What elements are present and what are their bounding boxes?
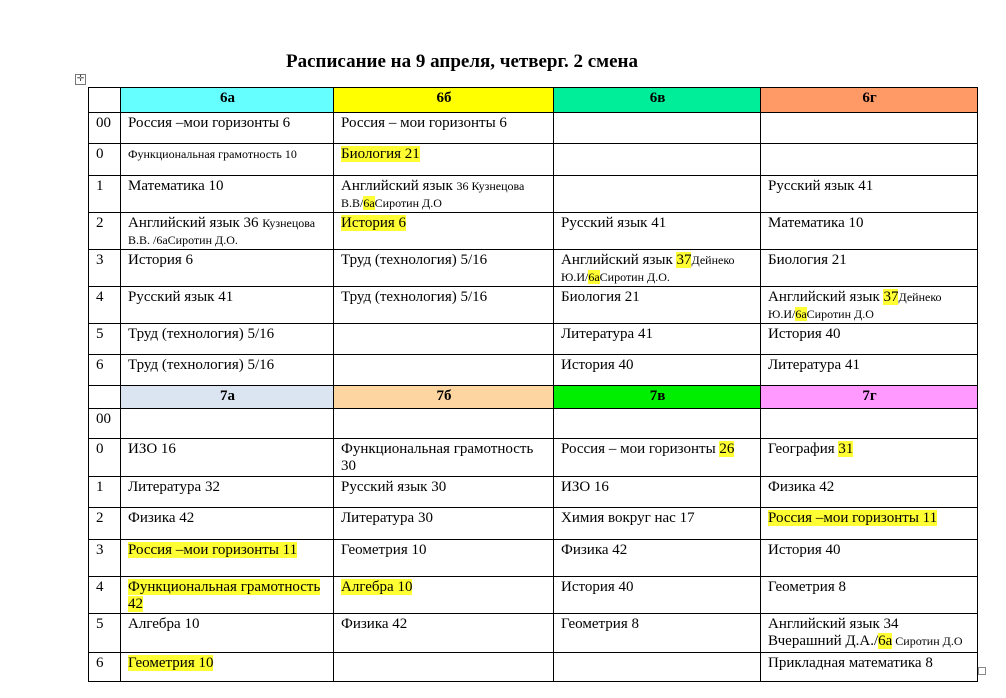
lesson-cell [554, 477, 761, 508]
lesson-cell [121, 287, 334, 324]
highlighted-text: 6а [795, 307, 807, 321]
lesson-row [89, 577, 978, 614]
lesson-cell [121, 355, 334, 386]
highlighted-text: Россия –мои горизонты 11 [128, 542, 298, 558]
lesson-cell [761, 614, 978, 653]
highlighted-text: 31 [838, 441, 854, 457]
lesson-cell [334, 250, 554, 287]
lesson-row [89, 324, 978, 355]
lesson-text: Физика 42 [768, 479, 835, 495]
lesson-cell [121, 439, 334, 477]
lesson-cell [121, 144, 334, 176]
lesson-cell [334, 144, 554, 176]
lesson-text: Алгебра 10 [128, 616, 200, 632]
lesson-number: 2 [89, 508, 121, 540]
lesson-number: 00 [89, 113, 121, 144]
lesson-cell [334, 324, 554, 355]
lesson-text: Геометрия 10 [341, 542, 427, 558]
lesson-cell [554, 355, 761, 386]
lesson-number: 1 [89, 477, 121, 508]
highlighted-text: 6а [588, 270, 600, 284]
lesson-text: Труд (технология) 5/16 [341, 252, 488, 268]
lesson-text: Функциональная грамотность 10 [128, 147, 297, 161]
lesson-cell [121, 577, 334, 614]
lesson-text: Русский язык 41 [561, 215, 667, 231]
lesson-row [89, 439, 978, 477]
lesson-cell [761, 287, 978, 324]
schedule-body [89, 88, 978, 682]
lesson-number: 2 [89, 213, 121, 250]
lesson-cell [334, 477, 554, 508]
lesson-text: Дейнеко Ю.И/ [561, 253, 735, 284]
class-header-7в: 7в [554, 386, 761, 409]
lesson-cell [554, 324, 761, 355]
lesson-cell [334, 409, 554, 439]
lesson-cell [554, 176, 761, 213]
lesson-row [89, 508, 978, 540]
lesson-row [89, 540, 978, 577]
lesson-text: Сиротин Д.О [374, 196, 442, 210]
lesson-cell [761, 508, 978, 540]
lesson-cell [761, 176, 978, 213]
lesson-cell [121, 113, 334, 144]
lesson-number: 5 [89, 614, 121, 653]
lesson-cell [761, 213, 978, 250]
lesson-cell [554, 508, 761, 540]
lesson-row [89, 213, 978, 250]
highlighted-text: Биология 21 [341, 146, 420, 162]
lesson-cell [334, 439, 554, 477]
lesson-text: Труд (технология) 5/16 [128, 326, 275, 342]
lesson-cell [334, 653, 554, 682]
lesson-number: 6 [89, 355, 121, 386]
page-title: Расписание на 9 апреля, четверг. 2 смена [286, 51, 638, 72]
move-icon[interactable]: ✛ [76, 74, 85, 84]
lesson-text: Кузнецова В.В. /6аСиротин Д.О. [128, 216, 316, 247]
highlighted-text: Геометрия 10 [128, 655, 214, 671]
lesson-text: ИЗО 16 [561, 479, 609, 495]
lesson-cell [554, 113, 761, 144]
lesson-cell [554, 409, 761, 439]
lesson-number: 3 [89, 250, 121, 287]
lesson-text: Физика 42 [341, 616, 408, 632]
lesson-row [89, 477, 978, 508]
lesson-text: Россия – мои горизонты 6 [341, 115, 507, 131]
lesson-row [89, 287, 978, 324]
lesson-cell [554, 577, 761, 614]
lesson-cell [554, 614, 761, 653]
class-header-6б: 6б [334, 88, 554, 113]
lesson-cell [121, 540, 334, 577]
schedule-table [88, 87, 978, 682]
lesson-cell [121, 477, 334, 508]
lesson-text: Химия вокруг нас 17 [561, 510, 695, 526]
class-header-7а: 7а [121, 386, 334, 409]
lesson-cell [761, 653, 978, 682]
lesson-row [89, 614, 978, 653]
lesson-text: История 40 [768, 542, 841, 558]
lesson-row [89, 355, 978, 386]
class-header-7б: 7б [334, 386, 554, 409]
highlighted-text: Алгебра 10 [341, 579, 413, 595]
highlighted-text: Функциональная грамотность 42 [128, 579, 321, 612]
lesson-cell [761, 477, 978, 508]
lesson-text: История 40 [768, 326, 841, 342]
lesson-text: Английский язык [768, 289, 884, 305]
lesson-cell [761, 250, 978, 287]
header-corner-cell [89, 386, 121, 409]
header-corner-cell [89, 88, 121, 113]
lesson-cell [761, 113, 978, 144]
lesson-text: Труд (технология) 5/16 [128, 357, 275, 373]
lesson-text: Биология 21 [768, 252, 847, 268]
lesson-text: История 40 [561, 579, 634, 595]
class-header-6г: 6г [761, 88, 978, 113]
class-header-row [89, 386, 978, 409]
lesson-text: Литература 30 [341, 510, 433, 526]
lesson-cell [761, 324, 978, 355]
lesson-text: Английский язык [561, 252, 677, 268]
lesson-cell [334, 355, 554, 386]
lesson-text: Литература 41 [768, 357, 860, 373]
lesson-cell [554, 287, 761, 324]
lesson-number: 4 [89, 287, 121, 324]
lesson-text: Математика 10 [768, 215, 864, 231]
lesson-number: 0 [89, 144, 121, 176]
class-header-6в: 6в [554, 88, 761, 113]
lesson-cell [554, 213, 761, 250]
lesson-cell [121, 176, 334, 213]
lesson-text: Русский язык 30 [341, 479, 447, 495]
lesson-text: Дейнеко Ю.И/ [768, 290, 942, 321]
highlighted-text: История 6 [341, 215, 407, 231]
lesson-cell [334, 287, 554, 324]
lesson-text: Функциональная грамотность 30 [341, 441, 534, 474]
lesson-text: Труд (технология) 5/16 [341, 289, 488, 305]
lesson-cell [761, 540, 978, 577]
lesson-text: 36 Кузнецова В.В/ [341, 179, 525, 210]
lesson-cell [334, 113, 554, 144]
lesson-cell [121, 324, 334, 355]
highlighted-text: 37 [676, 252, 692, 268]
lesson-cell [554, 439, 761, 477]
class-header-7г: 7г [761, 386, 978, 409]
lesson-cell [334, 508, 554, 540]
class-header-row [89, 88, 978, 113]
lesson-text: Английский язык [341, 178, 457, 194]
highlighted-text: 6а [363, 196, 375, 210]
lesson-row [89, 409, 978, 439]
lesson-row [89, 144, 978, 176]
lesson-text: Физика 42 [561, 542, 628, 558]
lesson-text: Сиротин Д.О [806, 307, 874, 321]
highlighted-text: Россия –мои горизонты 11 [768, 510, 938, 526]
lesson-text: Биология 21 [561, 289, 640, 305]
lesson-cell [761, 409, 978, 439]
lesson-cell [334, 540, 554, 577]
lesson-text: Россия –мои горизонты 6 [128, 115, 291, 131]
lesson-text: ИЗО 16 [128, 441, 176, 457]
lesson-text: Английский язык 34 Вчерашний Д.А./ [768, 616, 899, 649]
highlighted-text: 6а [878, 633, 893, 649]
lesson-cell [121, 508, 334, 540]
lesson-row [89, 113, 978, 144]
lesson-text: Геометрия 8 [768, 579, 846, 595]
lesson-text: Математика 10 [128, 178, 224, 194]
lesson-cell [334, 577, 554, 614]
lesson-number: 5 [89, 324, 121, 355]
lesson-cell [121, 409, 334, 439]
lesson-row [89, 250, 978, 287]
lesson-row [89, 653, 978, 682]
lesson-cell [554, 540, 761, 577]
lesson-cell [121, 614, 334, 653]
lesson-number: 3 [89, 540, 121, 577]
lesson-cell [761, 355, 978, 386]
lesson-text: Английский язык 36 [128, 215, 263, 231]
lesson-cell [554, 250, 761, 287]
lesson-text: История 40 [561, 357, 634, 373]
highlighted-text: 26 [719, 441, 735, 457]
lesson-text: Геометрия 8 [561, 616, 639, 632]
lesson-text: Сиротин Д.О [892, 634, 963, 648]
lesson-row [89, 176, 978, 213]
lesson-cell [761, 144, 978, 176]
class-header-6а: 6а [121, 88, 334, 113]
lesson-number: 6 [89, 653, 121, 682]
lesson-cell [334, 213, 554, 250]
lesson-cell [761, 439, 978, 477]
lesson-cell [334, 176, 554, 213]
lesson-cell [121, 653, 334, 682]
table-resize-handle[interactable] [978, 667, 986, 675]
lesson-text: География [768, 441, 839, 457]
lesson-text: Русский язык 41 [768, 178, 874, 194]
lesson-number: 00 [89, 409, 121, 439]
lesson-cell [761, 577, 978, 614]
lesson-text: Литература 32 [128, 479, 220, 495]
lesson-text: Прикладная математика 8 [768, 655, 933, 671]
lesson-number: 4 [89, 577, 121, 614]
lesson-number: 1 [89, 176, 121, 213]
highlighted-text: 37 [883, 289, 899, 305]
lesson-text: История 6 [128, 252, 194, 268]
lesson-text: Физика 42 [128, 510, 195, 526]
lesson-cell [554, 653, 761, 682]
lesson-cell [334, 614, 554, 653]
lesson-cell [121, 213, 334, 250]
lesson-text: Россия – мои горизонты [561, 441, 720, 457]
lesson-number: 0 [89, 439, 121, 477]
lesson-text: Сиротин Д.О. [599, 270, 670, 284]
lesson-cell [554, 144, 761, 176]
lesson-text: Русский язык 41 [128, 289, 234, 305]
lesson-text: Литература 41 [561, 326, 653, 342]
lesson-cell [121, 250, 334, 287]
